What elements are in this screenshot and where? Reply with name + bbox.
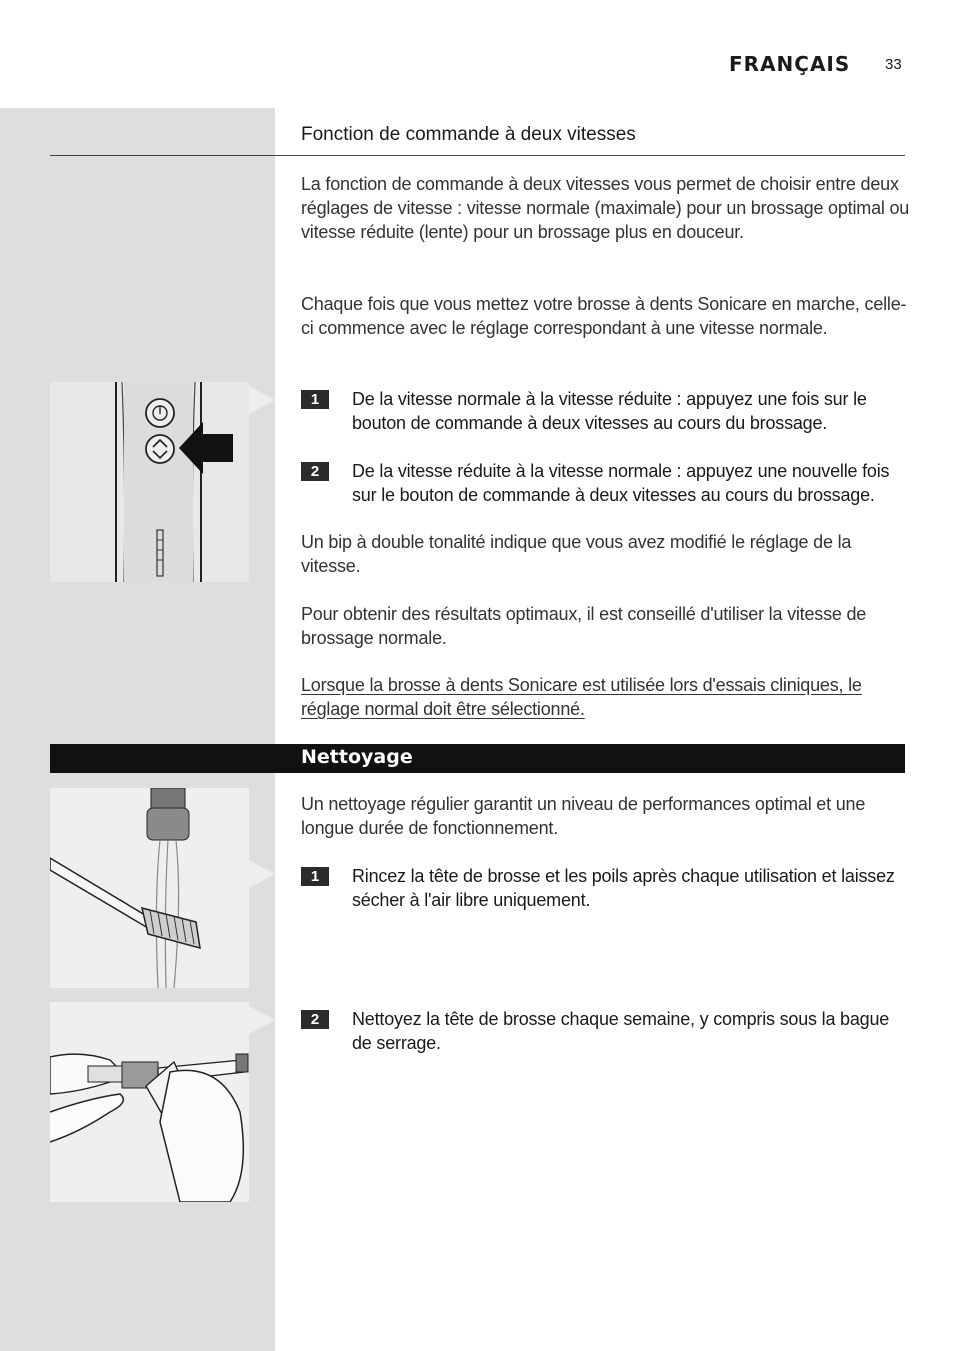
- paragraph-intro: La fonction de commande à deux vitesses vous permet de choisir entre deux réglages de vitesse : vitesse normale (maximale) pour un brossage optimal ou vitesse réduite (lente) pour un brossage plus en douceur.: [301, 174, 910, 242]
- step-text: Nettoyez la tête de brosse chaque semaine, y compris sous la bague de serrage.: [352, 1009, 890, 1053]
- step-2-cleaning: [301, 1007, 911, 1055]
- figure-pointer: [249, 860, 275, 888]
- section-bar-cleaning: [50, 744, 905, 773]
- figure-pointer: [249, 386, 275, 414]
- figure-handle-buttons: [50, 382, 249, 582]
- step-text: De la vitesse réduite à la vitesse normale : appuyez une nouvelle fois sur le bouton de commande à deux vitesses au cours du brossage.: [352, 461, 890, 505]
- figure-rinse-brush: [50, 788, 249, 988]
- figure-pointer: [249, 1006, 275, 1034]
- page-number: 33: [885, 56, 902, 73]
- handle-illustration: [50, 382, 249, 582]
- step-number: 2: [301, 462, 329, 481]
- step-2-speed: [301, 459, 911, 507]
- paragraph-clinical: Lorsque la brosse à dents Sonicare est utilisée lors d'essais cliniques, le réglage normal doit être sélectionné.: [301, 675, 862, 719]
- figure-clean-ring: [50, 1002, 249, 1202]
- section-title-speed: Fonction de commande à deux vitesses: [301, 124, 636, 145]
- paragraph-optimal: Pour obtenir des résultats optimaux, il est conseillé d'utiliser la vitesse de brossage normale.: [301, 604, 867, 648]
- paragraph-startup: Chaque fois que vous mettez votre brosse à dents Sonicare en marche, celle-ci commence avec le réglage correspondant à une vitesse normale.: [301, 294, 907, 338]
- section-rule: [50, 155, 905, 156]
- section-title-cleaning: Nettoyage: [301, 746, 413, 768]
- step-1-cleaning: [301, 864, 911, 912]
- paragraph-cleaning-intro: Un nettoyage régulier garantit un niveau de performances optimal et une longue durée de fonctionnement.: [301, 794, 866, 838]
- header-language: FRANÇAIS: [729, 52, 851, 76]
- step-number: 1: [301, 390, 329, 409]
- paragraph-beep: Un bip à double tonalité indique que vous avez modifié le réglage de la vitesse.: [301, 532, 852, 576]
- step-text: Rincez la tête de brosse et les poils après chaque utilisation et laissez sécher à l'air libre uniquement.: [352, 866, 895, 910]
- step-text: De la vitesse normale à la vitesse réduite : appuyez une fois sur le bouton de commande à deux vitesses au cours du brossage.: [352, 389, 867, 433]
- rinse-illustration: [50, 788, 249, 988]
- step-number: 1: [301, 867, 329, 886]
- step-1-speed: [301, 387, 911, 435]
- step-number: 2: [301, 1010, 329, 1029]
- clean-ring-illustration: [50, 1002, 249, 1202]
